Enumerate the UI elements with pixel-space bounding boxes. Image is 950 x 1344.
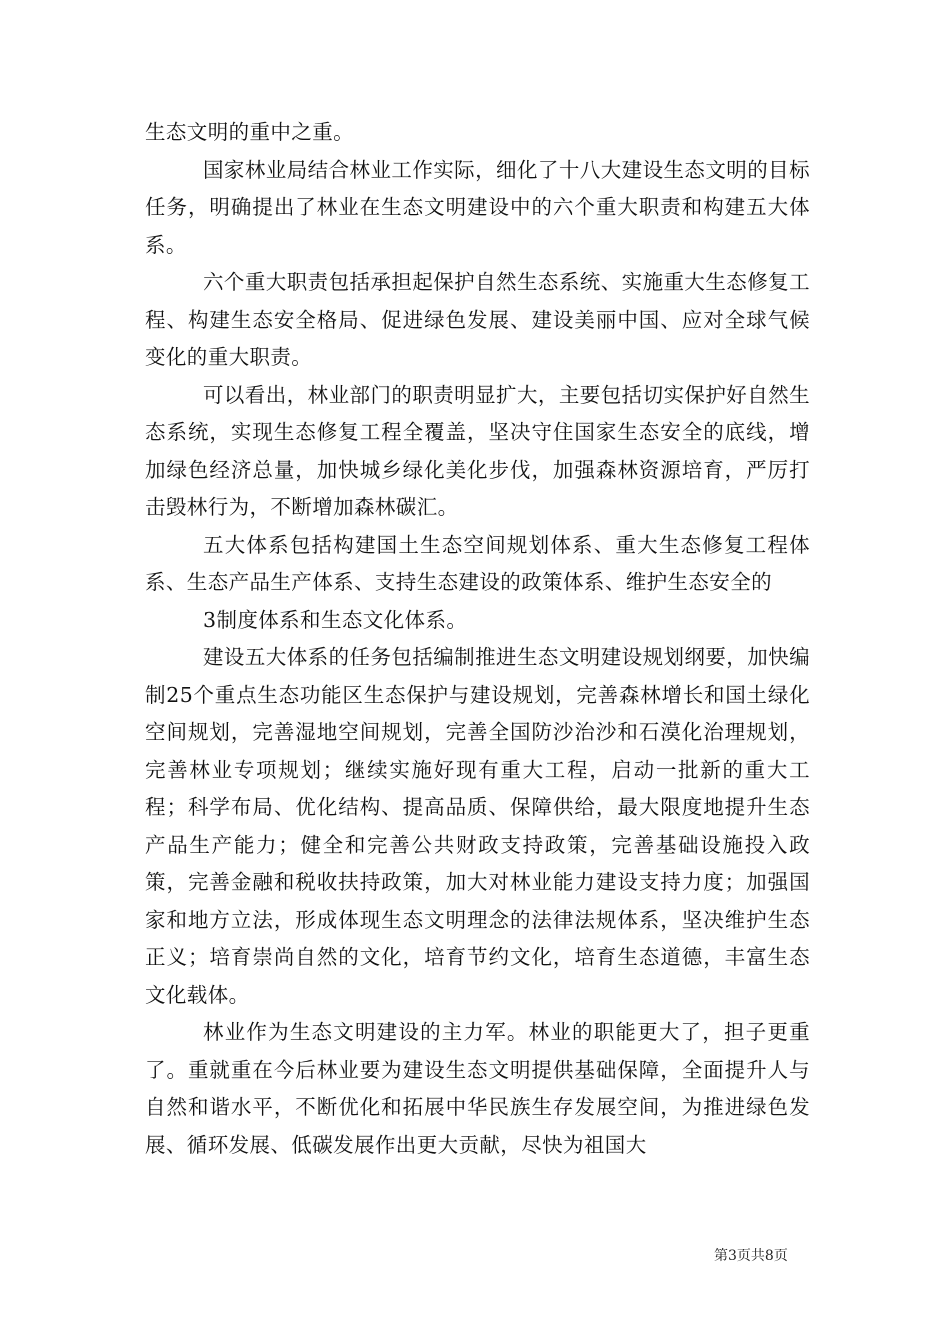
paragraph-5: 五大体系包括构建国土生态空间规划体系、重大生态修复工程体系、生态产品生产体系、支持生态建设的政策体系、维护生态安全的	[145, 532, 810, 594]
paragraph-1: 生态文明的重中之重。	[145, 120, 354, 144]
paragraph-8: 林业作为生态文明建设的主力军。林业的职能更大了，担子更重了。重就重在今后林业要为建设生态文明提供基础保障，全面提升人与自然和谐水平，不断优化和拓展中华民族生存发展空间，为推进绿色发展、循环发展、低碳发展作出更大贡献，尽快为祖国大	[145, 1020, 810, 1157]
paragraph-2: 国家林业局结合林业工作实际，细化了十八大建设生态文明的目标任务，明确提出了林业在生态文明建设中的六个重大职责和构建五大体系。	[145, 157, 810, 257]
paragraph-3: 六个重大职责包括承担起保护自然生态系统、实施重大生态修复工程、构建生态安全格局、促进绿色发展、建设美丽中国、应对全球气候变化的重大职责。	[145, 270, 810, 369]
document-body	[145, 114, 810, 1164]
page-number-footer: 第3页共8页	[714, 1248, 788, 1264]
paragraph-6: 3制度体系和生态文化体系。	[203, 607, 468, 632]
paragraph-7: 建设五大体系的任务包括编制推进生态文明建设规划纲要，加快编制25个重点生态功能区生态保护与建设规划，完善森林增长和国土绿化空间规划，完善湿地空间规划，完善全国防沙治沙和石漠化治理规划，完善林业专项规划；继续实施好现有重大工程，启动一批新的重大工程；科学布局、优化结构、提高品质、保障供给，最大限度地提升生态产品生产能力；健全和完善公共财政支持政策，完善基础设施投入政策，完善金融和税收扶持政策，加大对林业能力建设支持力度；加强国家和地方立法，形成体现生态文明理念的法律法规体系，坚决维护生态正义；培育崇尚自然的文化，培育节约文化，培育生态道德，丰富生态文化载体。	[145, 645, 810, 1007]
paragraph-4: 可以看出，林业部门的职责明显扩大，主要包括切实保护好自然生态系统，实现生态修复工程全覆盖，坚决守住国家生态安全的底线，增加绿色经济总量，加快城乡绿化美化步伐，加强森林资源培育，严厉打击毁林行为，不断增加森林碳汇。	[145, 382, 810, 519]
